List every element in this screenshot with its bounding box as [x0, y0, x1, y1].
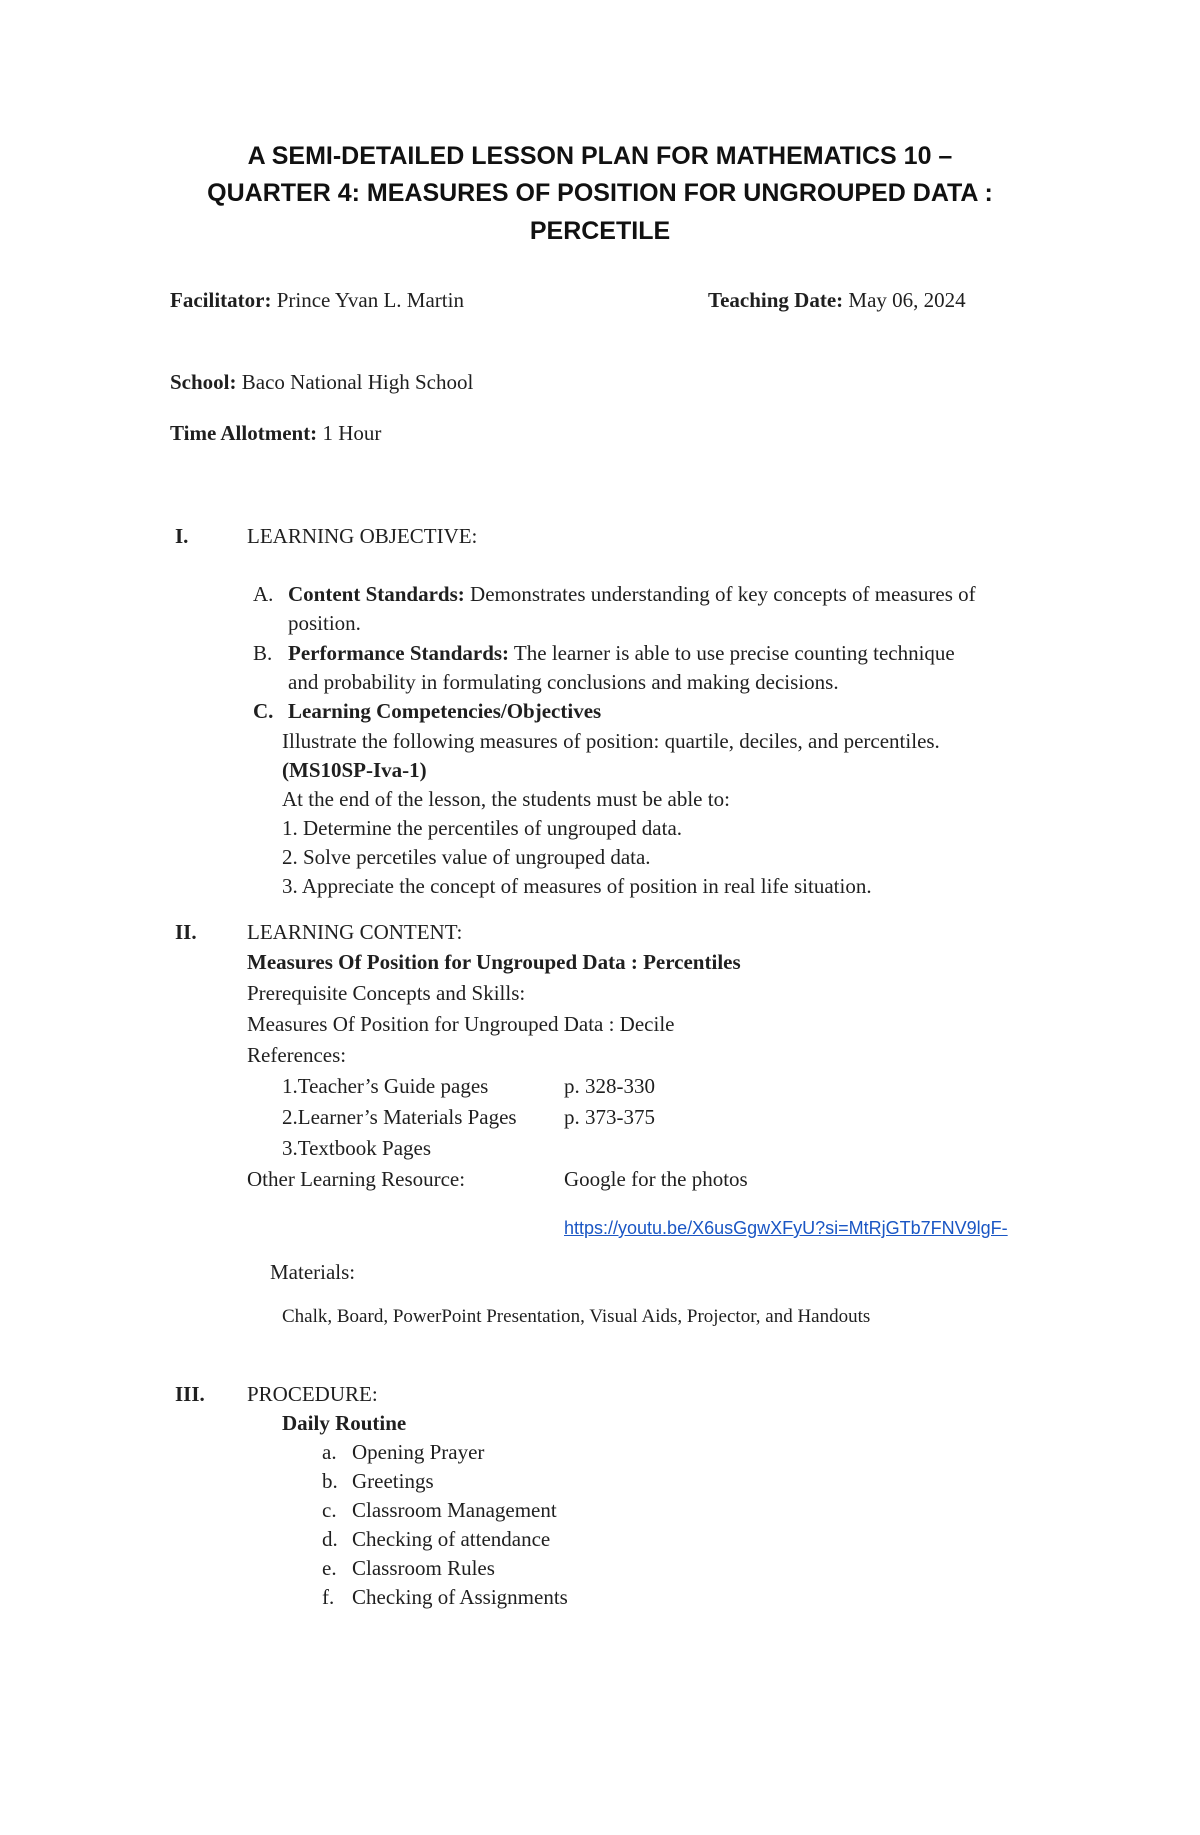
learning-competencies-text: Illustrate the following measures of position: quartile, deciles, and percentiles.: [282, 729, 940, 753]
time-allotment-value: 1 Hour: [322, 421, 382, 445]
lesson-topic: Measures Of Position for Ungrouped Data : Percentiles: [247, 950, 741, 974]
section-2-heading: LEARNING CONTENT:: [247, 920, 463, 944]
other-resource-label: Other Learning Resource:: [247, 1167, 466, 1191]
section-1-heading: LEARNING OBJECTIVE:: [247, 524, 478, 548]
item-c-marker: C.: [253, 699, 274, 723]
item-a-marker: A.: [253, 582, 274, 606]
reference-label: 3.Textbook Pages: [282, 1136, 432, 1160]
section-3-numeral: III.: [175, 1382, 205, 1406]
competency-code: (MS10SP-Iva-1): [282, 758, 427, 782]
materials-label: Materials:: [270, 1260, 356, 1284]
teaching-date-label: Teaching Date:: [708, 288, 844, 312]
section-1-numeral: I.: [175, 524, 189, 548]
objective-item: 3. Appreciate the concept of measures of position in real life situation.: [282, 874, 872, 898]
content-standards-text: Demonstrates understanding of key concepts of measures of: [470, 582, 976, 606]
routine-item: Greetings: [352, 1469, 434, 1493]
title-line-3: PERCETILE: [529, 217, 671, 245]
item-b-marker: B.: [253, 641, 273, 665]
section-3-heading: PROCEDURE:: [247, 1382, 378, 1406]
school-label: School:: [170, 370, 237, 394]
objective-item: 1. Determine the percentiles of ungrouped data.: [282, 816, 683, 840]
routine-marker: c.: [322, 1498, 337, 1522]
objective-item: 2. Solve percetiles value of ungrouped data.: [282, 845, 651, 869]
routine-item: Classroom Rules: [352, 1556, 495, 1580]
reference-pages: p. 328-330: [564, 1074, 655, 1098]
facilitator-row: [170, 288, 464, 313]
time-allotment-label: Time Allotment:: [170, 421, 318, 445]
daily-routine-heading: Daily Routine: [282, 1411, 407, 1435]
school-row: [170, 370, 473, 395]
time-allotment-row: [170, 421, 381, 446]
performance-standards-line-2: and probability in formulating conclusions and making decisions.: [288, 670, 839, 694]
routine-item: Opening Prayer: [352, 1440, 485, 1464]
content-standards-line-2: position.: [288, 611, 361, 635]
references-label: References:: [247, 1043, 347, 1067]
performance-standards-label: Performance Standards:: [288, 641, 510, 665]
prerequisite-label: Prerequisite Concepts and Skills:: [247, 981, 526, 1005]
routine-marker: a.: [322, 1440, 337, 1464]
school-value: Baco National High School: [241, 370, 474, 394]
routine-marker: d.: [322, 1527, 338, 1551]
routine-item: Checking of attendance: [352, 1527, 551, 1551]
title-line-1: A SEMI-DETAILED LESSON PLAN FOR MATHEMATICS 10 –: [247, 142, 953, 170]
routine-marker: e.: [322, 1556, 337, 1580]
routine-item: Classroom Management: [352, 1498, 557, 1522]
materials-value: Chalk, Board, PowerPoint Presentation, Visual Aids, Projector, and Handouts: [282, 1306, 871, 1327]
routine-marker: f.: [322, 1585, 335, 1609]
performance-standards-line-1: [288, 641, 955, 666]
youtube-link[interactable]: https://youtu.be/X6usGgwXFyU?si=MtRjGTb7FNV9lgF-: [564, 1218, 1008, 1238]
content-standards-line-1: [288, 582, 976, 607]
routine-item: Checking of Assignments: [352, 1585, 568, 1609]
performance-standards-text: The learner is able to use precise counting technique: [513, 641, 955, 665]
teaching-date-value: May 06, 2024: [848, 288, 966, 312]
teaching-date-row: [708, 288, 966, 313]
learning-competencies-label: Learning Competencies/Objectives: [288, 699, 602, 723]
routine-marker: b.: [322, 1469, 338, 1493]
section-2-numeral: II.: [175, 920, 197, 944]
content-standards-label: Content Standards:: [288, 582, 465, 606]
facilitator-label: Facilitator:: [170, 288, 272, 312]
objectives-intro: At the end of the lesson, the students must be able to:: [282, 787, 730, 811]
other-resource-value: Google for the photos: [564, 1167, 748, 1191]
prerequisite-value: Measures Of Position for Ungrouped Data : Decile: [247, 1012, 675, 1036]
title-line-2: QUARTER 4: MEASURES OF POSITION FOR UNGROUPED DATA :: [207, 179, 993, 207]
facilitator-value: Prince Yvan L. Martin: [276, 288, 464, 312]
reference-label: 2.Learner’s Materials Pages: [282, 1105, 517, 1129]
reference-pages: p. 373-375: [564, 1105, 655, 1129]
reference-label: 1.Teacher’s Guide pages: [282, 1074, 489, 1098]
